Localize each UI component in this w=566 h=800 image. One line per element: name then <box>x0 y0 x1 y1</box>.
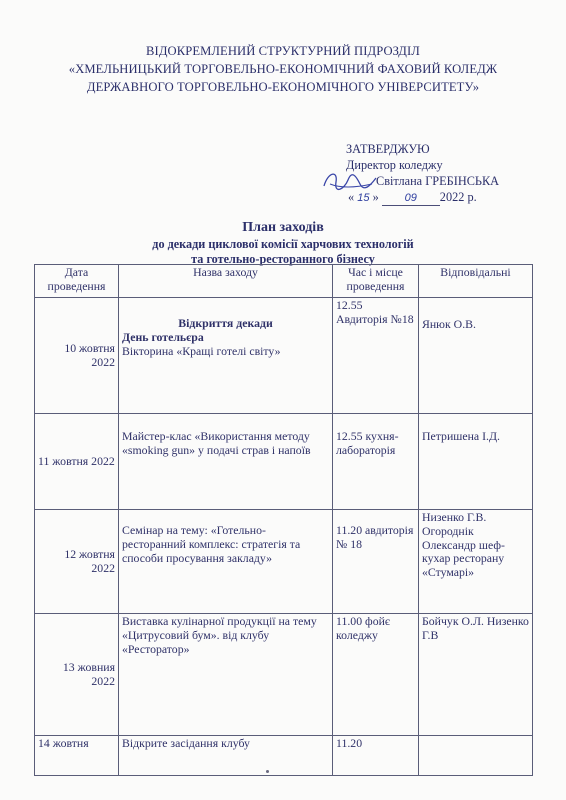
plan-subtitle-2: та готельно-ресторанного бізнесу <box>191 252 375 266</box>
approval-date <box>348 190 488 206</box>
header-event-name: Назва заходу <box>119 265 333 298</box>
row-event: Майстер-клас «Використання методу «smoking gun» у подачі страв і напоїв <box>119 414 333 510</box>
date-open-quote: « <box>348 190 355 204</box>
plan-title: План заходів <box>242 220 324 235</box>
table-header-row <box>35 265 533 298</box>
row-responsible: Петришена І.Д. <box>419 414 533 510</box>
row-time-place: 12.55 кухня-лабораторія <box>333 414 419 510</box>
row-responsible: Янюк О.В. <box>419 298 533 414</box>
row-responsible: Низенко Г.В. Огороднік Олександр шеф-кухар ресторану «Стумарі» <box>419 510 533 614</box>
date-day: 15 <box>357 192 370 204</box>
org-name-line-1: ВІДОКРЕМЛЕНИЙ СТРУКТУРНИЙ ПІДРОЗДІЛ <box>146 44 420 58</box>
director-name: Світлана ГРЕБІНСЬКА <box>376 174 500 188</box>
table-row <box>35 736 533 776</box>
plan-subtitle-1: до декади циклової комісії харчових технологій <box>152 237 414 251</box>
row-event: Виставка кулінарної продукції на тему «Цитрусовий бум». від клубу «Ресторатор» <box>119 614 333 736</box>
approval-heading: ЗАТВЕРДЖУЮ <box>346 142 430 156</box>
row-event: Семінар на тему: «Готельно-ресторанний комплекс: стратегія та способи просування закладу» <box>119 510 333 614</box>
table-row <box>35 614 533 736</box>
org-name-line-3: ДЕРЖАВНОГО ТОРГОВЕЛЬНО-ЕКОНОМІЧНОГО УНІВЕРСИТЕТУ» <box>86 80 480 94</box>
header-date: Дата проведення <box>35 265 119 298</box>
row-date: 11 жовтня 2022 <box>35 414 119 510</box>
table-row <box>35 510 533 614</box>
date-month: 09 <box>404 192 417 204</box>
header-responsible: Відповідальні <box>419 265 533 298</box>
row-date: 14 жовтня <box>35 736 119 776</box>
row-responsible: Бойчук О.Л. Низенко Г.В <box>419 614 533 736</box>
page-speck <box>266 770 269 773</box>
row-time-place: 12.55 Авдиторія №18 <box>333 298 419 414</box>
table-row <box>35 414 533 510</box>
event-bold-line-2: День готельєра <box>122 330 204 345</box>
event-bold-line-1: Відкриття декади <box>178 316 273 331</box>
row-date: 10 жовтня 2022 <box>35 298 119 414</box>
events-table <box>34 264 533 776</box>
row-event <box>119 298 333 414</box>
date-month-field <box>382 190 440 206</box>
row-time-place: 11.20 авдиторія № 18 <box>333 510 419 614</box>
header-time-place: Час і місце проведення <box>333 265 419 298</box>
row-date: 12 жовтня 2022 <box>35 510 119 614</box>
approval-position: Директор коледжу <box>346 158 443 172</box>
row-time-place: 11.20 <box>333 736 419 776</box>
date-year: 2022 р. <box>439 190 477 204</box>
event-description: Вікторина «Кращі готелі світу» <box>122 343 281 358</box>
date-close-quote: » <box>372 190 379 204</box>
table-row <box>35 298 533 414</box>
org-name-line-2: «ХМЕЛЬНИЦЬКИЙ ТОРГОВЕЛЬНО-ЕКОНОМІЧНИЙ ФАХОВИЙ КОЛЕДЖ <box>68 62 498 76</box>
row-time-place: 11.00 фойє коледжу <box>333 614 419 736</box>
row-responsible <box>419 736 533 776</box>
row-date: 13 жовния 2022 <box>35 614 119 736</box>
row-event: Відкрите засідання клубу <box>119 736 333 776</box>
